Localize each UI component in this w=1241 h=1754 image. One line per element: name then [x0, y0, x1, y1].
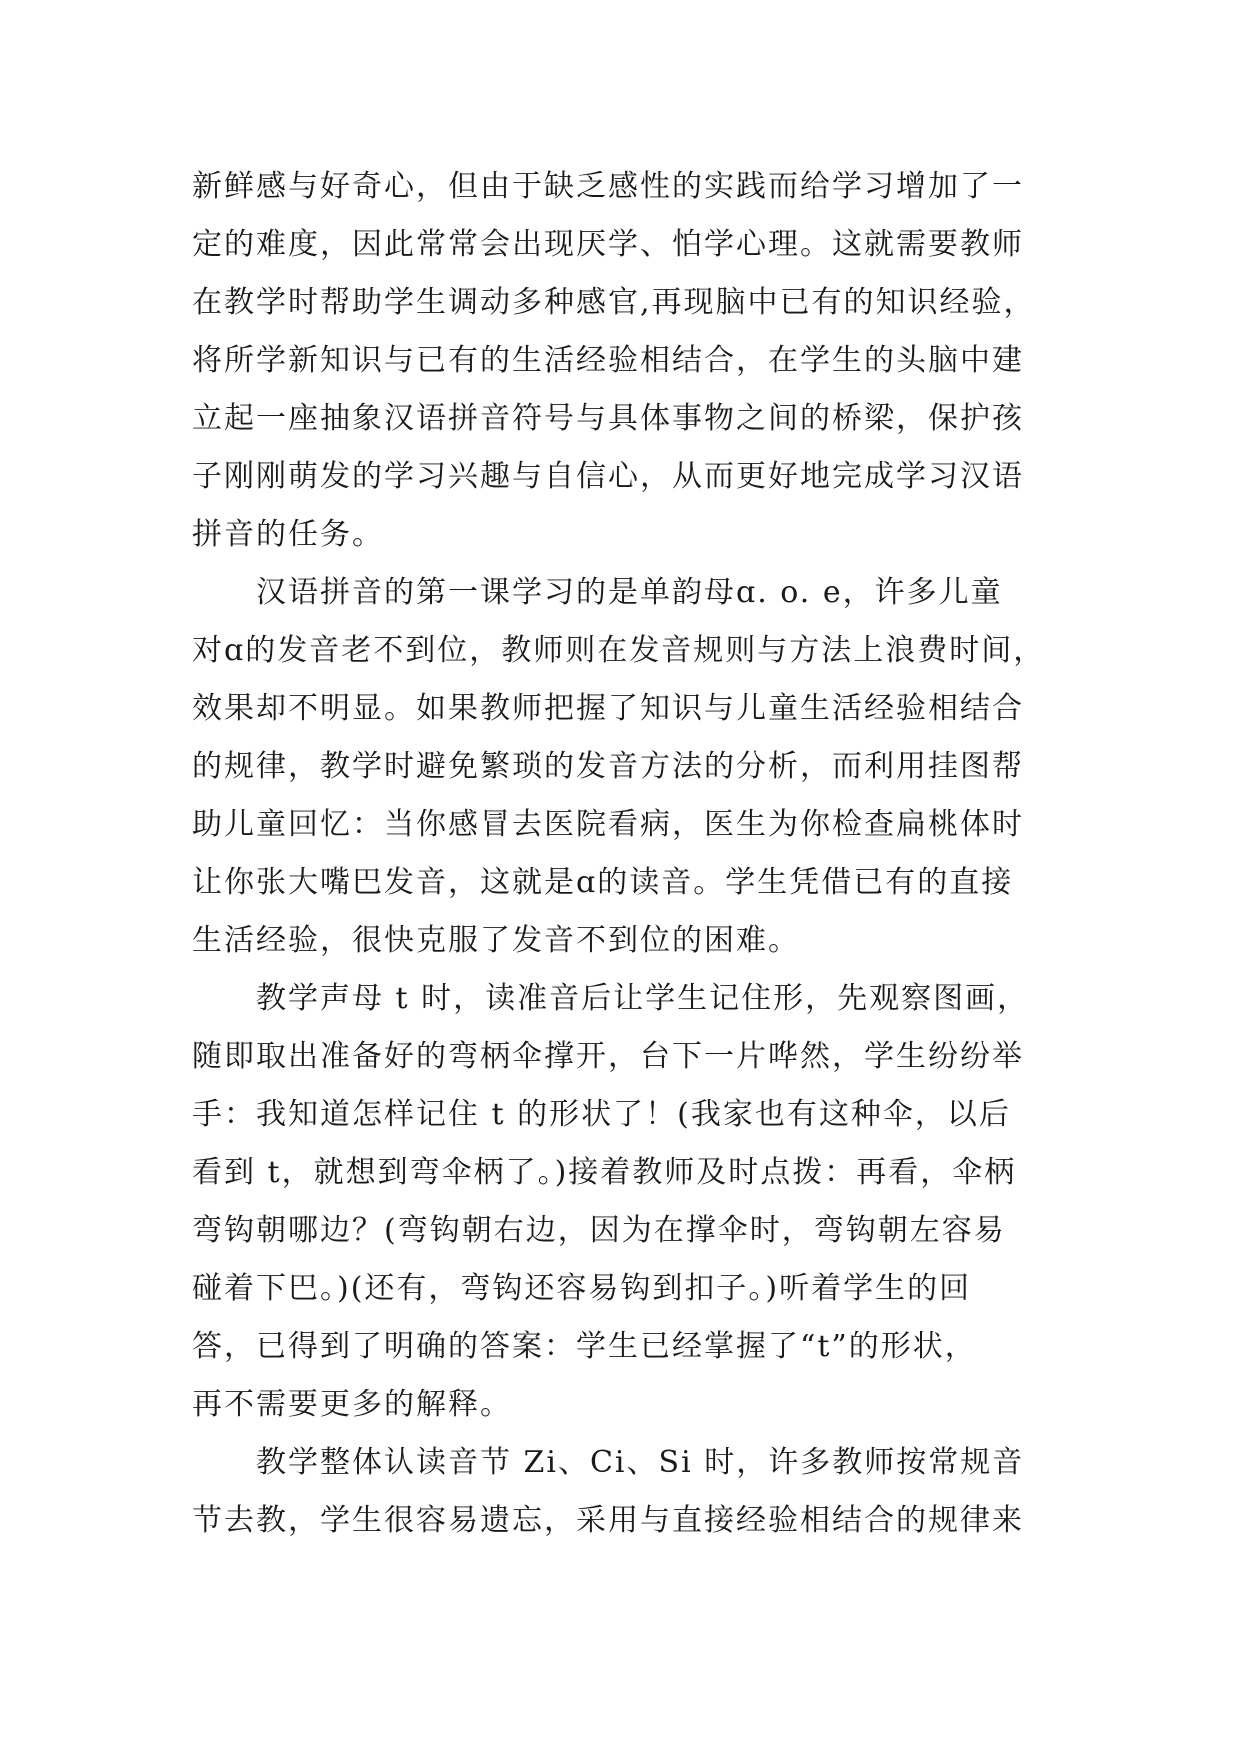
text-line: 助儿童回忆：当你感冒去医院看病，医生为你检查扁桃体时 — [192, 807, 1024, 842]
text-line: 将所学新知识与已有的生活经验相结合，在学生的头脑中建 — [192, 343, 1024, 378]
text-line: 新鲜感与好奇心，但由于缺乏感性的实践而给学习增加了一 — [192, 169, 1024, 204]
text-line: 立起一座抽象汉语拼音符号与具体事物之间的桥梁，保护孩 — [192, 401, 1024, 436]
text-line: 效果却不明显。如果教师把握了知识与儿童生活经验相结合 — [192, 691, 1024, 726]
text-line: 的规律，教学时避免繁琐的发音方法的分析，而利用挂图帮 — [192, 749, 1024, 784]
text-line: 手：我知道怎样记住 t 的形状了！(我家也有这种伞，以后 — [192, 1097, 1011, 1132]
body-text — [192, 158, 1092, 1550]
text-line: 答，已得到了明确的答案：学生已经掌握了“t”的形状， — [192, 1329, 977, 1364]
text-line: 随即取出准备好的弯柄伞撑开，台下一片哗然，学生纷纷举 — [192, 1039, 1024, 1074]
text-line: 拼音的任务。 — [192, 517, 384, 552]
text-line: 在教学时帮助学生调动多种感官,再现脑中已有的知识经验， — [192, 285, 1036, 320]
text-line: 对ɑ的发音老不到位，教师则在发音规则与方法上浪费时间， — [192, 633, 1046, 668]
text-line: 生活经验，很快克服了发音不到位的困难。 — [192, 923, 800, 958]
text-line: 再不需要更多的解释。 — [192, 1387, 512, 1422]
text-line: 定的难度，因此常常会出现厌学、怕学心理。这就需要教师 — [192, 227, 1024, 262]
text-line: 教学整体认读音节 Zi、Ci、Si 时，许多教师按常规音 — [192, 1445, 1025, 1480]
text-line: 教学声母 t 时，读准音后让学生记住形，先观察图画， — [192, 981, 1030, 1016]
text-line: 碰着下巴。)(还有，弯钩还容易钩到扣子。)听着学生的回 — [192, 1271, 972, 1306]
text-line: 让你张大嘴巴发音，这就是ɑ的读音。学生凭借已有的直接 — [192, 865, 1014, 900]
text-line: 子刚刚萌发的学习兴趣与自信心，从而更好地完成学习汉语 — [192, 459, 1024, 494]
text-line: 弯钩朝哪边？(弯钩朝右边，因为在撑伞时，弯钩朝左容易 — [192, 1213, 1006, 1248]
text-line: 看到 t，就想到弯伞柄了。)接着教师及时点拨：再看，伞柄 — [192, 1155, 1017, 1190]
text-line: 汉语拼音的第一课学习的是单韵母ɑ. o. e，许多儿童 — [192, 575, 1003, 610]
text-line: 节去教，学生很容易遗忘，采用与直接经验相结合的规律来 — [192, 1503, 1024, 1538]
